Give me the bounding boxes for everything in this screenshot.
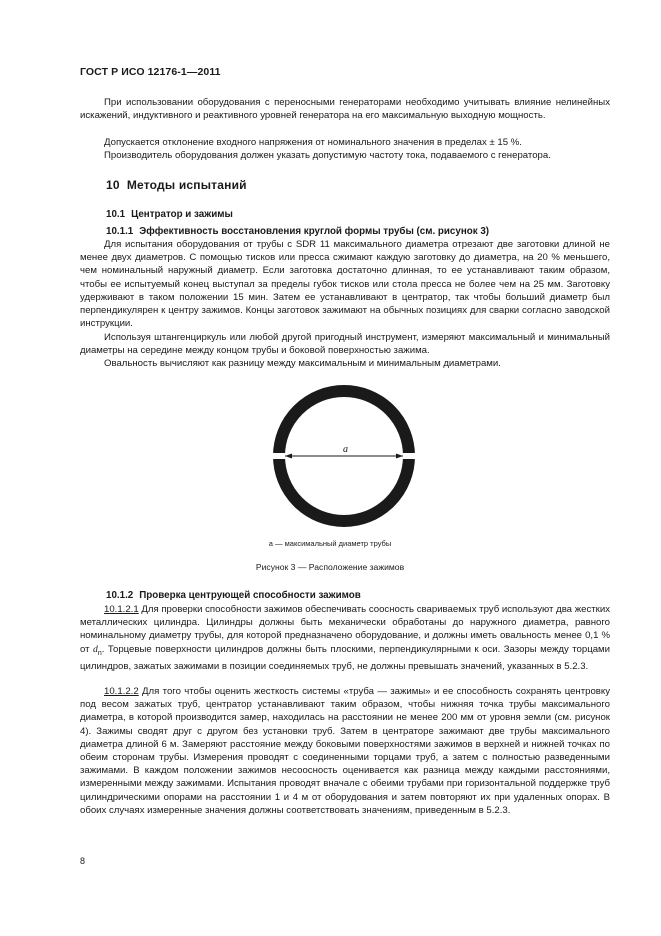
section-10-number: 10 xyxy=(106,178,120,192)
section-10-title: Методы испытаний xyxy=(126,178,247,192)
clause-10-1-2-1 xyxy=(80,603,610,673)
intro-paragraph-1: При использовании оборудования с переносными генераторами необходимо учитывать влияние нелинейных искажений, индуктивного и реактивного уровней генератора на его максимальную выходную мощность. xyxy=(80,97,610,122)
subsection-10-1-number: 10.1 xyxy=(106,209,126,220)
figure-3-legend: a — максимальный диаметр трубы xyxy=(268,539,392,548)
subsection-10-1-1-heading xyxy=(106,226,489,237)
clause-10-1-2-1-text-a: Для проверки способности зажимов обеспечивать соосность свариваемых труб используют два жестких металлических цилиндра. Цилиндры должны быть механически обработаны до наружного диаметра, равного номинальному диаметру трубы, для которой предназначено оборудование, и должны иметь овальность менее 0,1 % от xyxy=(80,604,610,655)
figure-3-caption: Рисунок 3 — Расположение зажимов xyxy=(255,562,405,572)
intro-paragraph-3: Производитель оборудования должен указать допустимую частоту тока, подаваемого с генератора. xyxy=(104,150,551,161)
subsection-10-1-2-number: 10.1.2 xyxy=(106,590,134,601)
page-number: 8 xyxy=(80,856,86,866)
subsection-10-1-1-number: 10.1.1 xyxy=(106,226,134,237)
subsection-10-1-title: Центратор и зажимы xyxy=(131,209,233,220)
diameter-dimension-label: a xyxy=(343,444,348,455)
subsection-10-1-2-heading xyxy=(106,590,361,601)
clause-10-1-2-1-text-b: . Торцевые поверхности цилиндров должны быть плоскими, перпендикулярными к оси. Зазоры между торцами цилиндров, зажатых зажимами в позиции соединяемых труб, не должны превышать значений, указанных в 5.2.3. xyxy=(80,643,610,672)
intro-paragraph-2: Допускается отклонение входного напряжения от номинального значения в пределах ± 15 %. xyxy=(104,137,522,148)
subsection-10-1-1-paragraph-1: Для испытания оборудования от трубы с SDR 11 максимального диаметра отрезают две заготовки длиной не менее двух диаметров. С помощью тисков или пресса сжимают каждую заготовку до диаметра, на 20 % меньшего, чем номинальный наружный диаметр. Если заготовка достаточно длинная, то ее устанавливают таким образом, чтобы ее испытуемый конец выступал за пределы губок тисков или стола пресса не более чем на 25 мм. Заготовку удерживают в таком положении 15 мин. Затем ее устанавливают в центратор, так чтобы больший диаметр был перпендикулярен к центру зажимов. Концы заготовок зажимают на обычных позициях для сварки согласно заводской инструкции. xyxy=(80,239,610,330)
figure-3-pipe-cross-section xyxy=(255,380,435,535)
section-10-heading xyxy=(106,178,247,192)
subsection-10-1-heading xyxy=(106,209,233,220)
clause-10-1-2-2-number: 10.1.2.2 xyxy=(104,686,139,697)
clause-10-1-2-2-text: Для того чтобы оценить жесткость системы «труба — зажимы» и ее способность сохранять центровку под весом зажатых труб, центратор устанавливают таким образом, чтобы нижняя точка трубы максимального диаметра, в которой производится замер, находилась на расстоянии не менее 200 мм от уровня земли (см. рисунок 4). Зажимы сводят друг с другом без установки труб. Затем в центраторе зажимают две трубы максимального диаметра длиной 6 м. Замеряют расстояние между боковыми поверхностями зажимов в верхней и нижней точках по обеим сторонам трубы. Измерения проводят с соединенными торцами труб, а затем с полностью разведенными зажимами. В каждом положении зажимов несоосность оценивается как разница между каждыми расстояниями, измеренными между зажимами. Испытания проводят вначале с обеими трубами при горизонтальной поддержке труб цилиндрическими опорами на расстоянии 1 и 4 м от оборудования и затем повторяют их при удаленных опорах. В обоих случаях измеренные значения должны соответствовать значениям, приведенным в 5.2.3. xyxy=(80,686,610,816)
clause-10-1-2-2 xyxy=(80,685,610,817)
variable-d: d xyxy=(93,643,98,655)
clause-10-1-2-1-number: 10.1.2.1 xyxy=(104,604,139,615)
subsection-10-1-2-title: Проверка центрующей способности зажимов xyxy=(139,590,361,601)
subsection-10-1-1-paragraph-2: Используя штангенциркуль или любой другой пригодный инструмент, измеряют максимальный и минимальный диаметры на середине между концом трубы и боковой поверхностью зажима. xyxy=(80,332,610,357)
document-header: ГОСТ Р ИСО 12176-1—2011 xyxy=(80,66,221,78)
variable-d-subscript: n xyxy=(97,649,102,657)
subsection-10-1-1-paragraph-3: Овальность вычисляют как разницу между максимальным и минимальным диаметрами. xyxy=(104,358,501,369)
subsection-10-1-1-title: Эффективность восстановления круглой формы трубы (см. рисунок 3) xyxy=(139,226,490,237)
